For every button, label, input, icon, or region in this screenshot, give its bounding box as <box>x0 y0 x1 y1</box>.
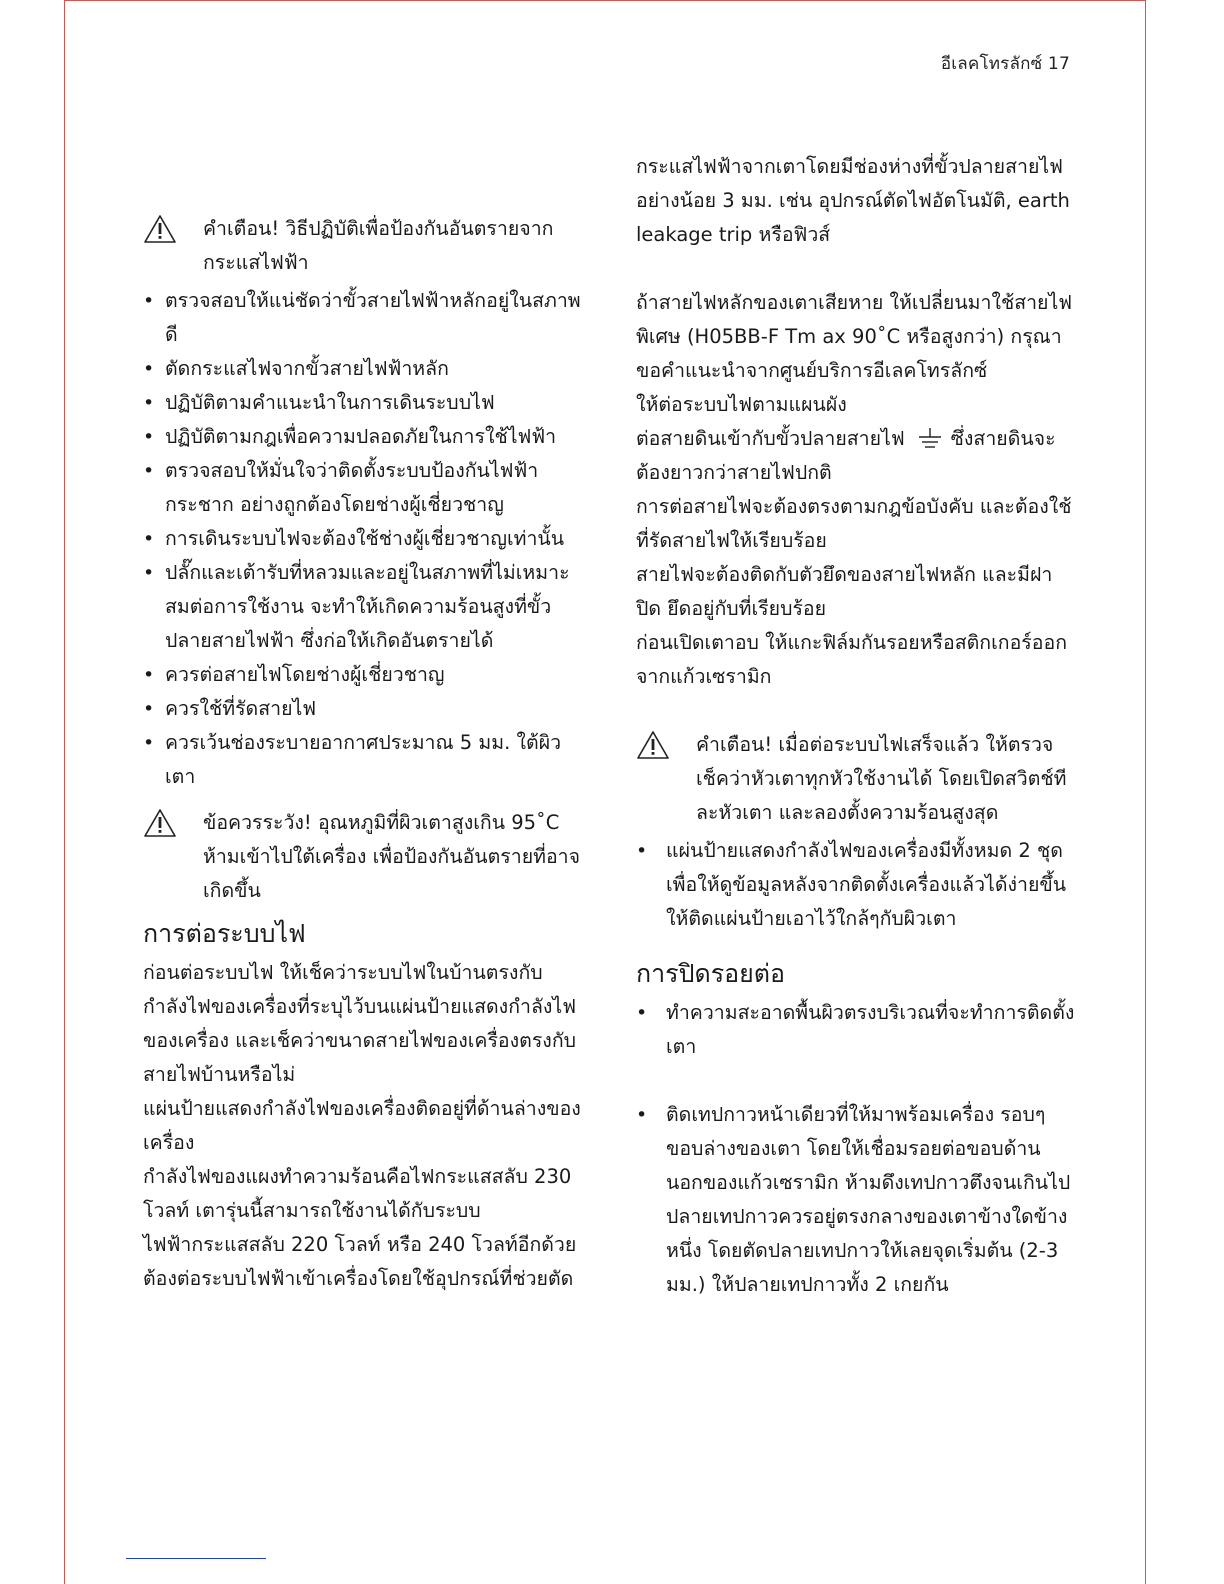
list-item: • ควรต่อสายไฟโดยช่างผู้เชี่ยวชาญ <box>143 658 583 692</box>
list-item: • ติดเทปกาวหน้าเดียวที่ให้มาพร้อมเครื่อง รอบๆขอบล่างของเตา โดยให้เชื่อมรอยต่อขอบด้านนอกของแก้วเซรามิก ห้ามดึงเทปกาวตึงจนเกินไป ปลายเทปกาวควรอยู่ตรงกลางของเตาข้างใดข้างหนึ่ง โดยตัดปลายเทปกาวให้เลยจุดเริ่มต้น (2-3 มม.) ให้ปลายเทปกาวทั้ง 2 เกยกัน <box>636 1098 1076 1302</box>
list-item: • แผ่นป้ายแสดงกำลังไฟของเครื่องมีทั้งหมด 2 ชุด เพื่อให้ดูข้อมูลหลังจากติดตั้งเครื่องแล้วได้ง่ายขึ้น ให้ติดแผ่นป้ายเอาไว้ใกล้ๆกับผิวเตา <box>636 834 1076 936</box>
caution-label: ข้อควรระวัง! <box>203 811 312 834</box>
paragraph: ถ้าสายไฟหลักของเตาเสียหาย ให้เปลี่ยนมาใช้สายไฟพิเศษ (H05BB-F Tm ax 90˚C หรือสูงกว่า) กรุณาขอคำแนะนำจากศูนย์บริการอีเลคโทรลักซ์ <box>636 291 1073 382</box>
warning-triangle-icon <box>143 214 177 244</box>
warning-electrical <box>143 212 583 280</box>
section-title-electrical-connection: การต่อระบบไฟ <box>143 919 306 948</box>
earth-text-a: ต่อสายดินเข้ากับขั้วปลายสายไฟ <box>636 427 905 450</box>
paragraph: กระแสไฟฟ้าจากเตาโดยมีช่องห่างที่ขั้วปลายสายไฟอย่างน้อย 3 มม. เช่น อุปกรณ์ตัดไฟอัตโนมัติ, earth leakage trip หรือฟิวส์ <box>636 155 1070 246</box>
list-item: • ควรเว้นช่องระบายอากาศประมาณ 5 มม. ใต้ผิวเตา <box>143 726 583 794</box>
list-item: • ควรใช้ที่รัดสายไฟ <box>143 692 583 726</box>
earth-ground-icon <box>917 427 943 449</box>
paragraph: สายไฟจะต้องติดกับตัวยึดของสายไฟหลัก และมีฝาปิด ยึดอยู่กับที่เรียบร้อย <box>636 563 1053 620</box>
list-item: • การเดินระบบไฟจะต้องใช้ช่างผู้เชี่ยวชาญเท่านั้น <box>143 522 583 556</box>
section-title-sealing: การปิดรอยต่อ <box>636 959 786 988</box>
left-column <box>143 212 583 1296</box>
paragraph: ก่อนเปิดเตาอบ ให้แกะฟิล์มกันรอยหรือสติกเกอร์ออกจากแก้วเซรามิก <box>636 631 1067 688</box>
warning-test-burners <box>636 728 1076 830</box>
page-header: อีเลคโทรลักซ์ 17 <box>940 54 1070 74</box>
caution-body: อุณหภูมิที่ผิวเตาสูงเกิน 95˚C ห้ามเข้าไปใต้เครื่อง เพื่อป้องกันอันตรายที่อาจเกิดขึ้น <box>203 811 581 902</box>
warning-triangle-icon <box>636 730 670 760</box>
warning-label: คำเตือน! <box>696 733 773 756</box>
list-item: • ปฏิบัติตามกฎเพื่อความปลอดภัยในการใช้ไฟฟ้า <box>143 420 583 454</box>
footnote-rule <box>126 1558 266 1559</box>
caution-text <box>203 806 583 908</box>
list-item: • ตัดกระแสไฟจากขั้วสายไฟฟ้าหลัก <box>143 352 583 386</box>
list-item: • ตรวจสอบให้มั่นใจว่าติดตั้งระบบป้องกันไฟฟ้ากระชาก อย่างถูกต้องโดยช่างผู้เชี่ยวชาญ <box>143 454 583 522</box>
paragraph: กำลังไฟของแผงทำความร้อนคือไฟกระแสสลับ 230 โวลท์ เตารุ่นนี้สามารถใช้งานได้กับระบบไฟฟ้ากระแสสลับ 220 โวลท์ หรือ 240 โวลท์อีกด้วย <box>143 1165 577 1256</box>
warning-triangle-icon <box>143 808 177 838</box>
warning-test-text <box>696 728 1076 830</box>
sealing-steps-list <box>636 996 1076 1064</box>
list-item: • ทำความสะอาดพื้นผิวตรงบริเวณที่จะทำการติดตั้งเตา <box>636 996 1076 1064</box>
rating-plate-list <box>636 834 1076 936</box>
sealing-steps-list-2 <box>636 1098 1076 1302</box>
paragraph: ก่อนต่อระบบไฟ ให้เช็คว่าระบบไฟในบ้านตรงกับกำลังไฟของเครื่องที่ระบุไว้บนแผ่นป้ายแสดงกำลังไฟของเครื่อง และเช็คว่าขนาดสายไฟของเครื่องตรงกับสายไฟบ้านหรือไม่ <box>143 961 577 1086</box>
list-item: • ปลั๊กและเต้ารับที่หลวมและอยู่ในสภาพที่ไม่เหมาะสมต่อการใช้งาน จะทำให้เกิดความร้อนสูงที่ขั้วปลายสายไฟฟ้า ซึ่งก่อให้เกิดอันตรายได้ <box>143 556 583 658</box>
caution-hot-surface <box>143 806 583 908</box>
list-item: • ตรวจสอบให้แน่ชัดว่าขั้วสายไฟฟ้าหลักอยู่ในสภาพดี <box>143 284 583 352</box>
right-column <box>636 150 1076 1302</box>
warning-body: เมื่อต่อระบบไฟเสร็จแล้ว ให้ตรวจเช็คว่าหัวเตาทุกหัวใช้งานได้ โดยเปิดสวิตช์ทีละหัวเตา และลองตั้งความร้อนสูงสุด <box>696 733 1067 824</box>
earth-text-b: ซึ่งสายดินจะต้องยาวกว่าสายไฟปกติ <box>636 427 1056 484</box>
paragraph: การต่อสายไฟจะต้องตรงตามกฎข้อบังคับ และต้องใช้ที่รัดสายไฟให้เรียบร้อย <box>636 495 1072 552</box>
warning-body: วิธีปฏิบัติเพื่อป้องกันอันตรายจากกระแสไฟฟ้า <box>203 217 554 274</box>
warning-label: คำเตือน! <box>203 217 280 240</box>
paragraph: ต้องต่อระบบไฟฟ้าเข้าเครื่องโดยใช้อุปกรณ์ที่ช่วยตัด <box>143 1267 574 1290</box>
paragraph: แผ่นป้ายแสดงกำลังไฟของเครื่องติดอยู่ที่ด้านล่างของเครื่อง <box>143 1097 581 1154</box>
paragraph: ให้ต่อระบบไฟตามแผนผัง <box>636 393 847 416</box>
paragraph-earth <box>636 422 1076 490</box>
warning-electrical-text <box>203 212 583 280</box>
electrical-safety-list <box>143 284 583 794</box>
list-item: • ปฏิบัติตามคำแนะนำในการเดินระบบไฟ <box>143 386 583 420</box>
